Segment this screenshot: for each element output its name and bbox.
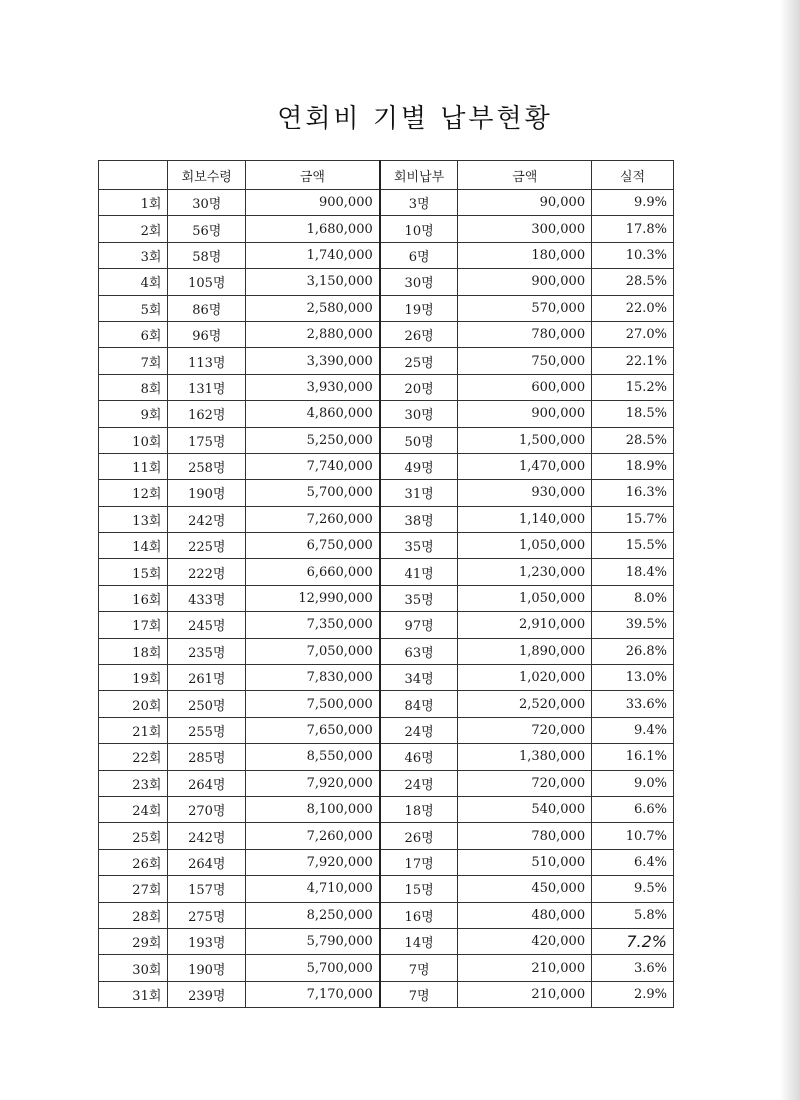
document-title: 연회비 기별 납부현황 (277, 104, 553, 134)
cell-round: 9회 (99, 401, 168, 427)
cell-round: 29회 (99, 928, 168, 954)
cell-subscribers: 222명 (168, 559, 246, 585)
header-paid-members: 회비납부 (380, 161, 458, 190)
cell-amount: 5,790,000 (246, 928, 380, 954)
cell-paid-amount: 300,000 (458, 216, 592, 242)
cell-subscribers: 264명 (168, 849, 246, 875)
cell-amount: 7,830,000 (246, 665, 380, 691)
cell-round: 14회 (99, 533, 168, 559)
cell-amount: 4,710,000 (246, 876, 380, 902)
table-row (99, 242, 674, 268)
cell-performance: 10.7% (592, 823, 674, 849)
cell-paid-members: 24명 (380, 717, 458, 743)
cell-amount: 7,260,000 (246, 506, 380, 532)
table-row (99, 321, 674, 347)
cell-amount: 12,990,000 (246, 585, 380, 611)
cell-round: 30회 (99, 955, 168, 981)
cell-subscribers: 433명 (168, 585, 246, 611)
cell-paid-members: 50명 (380, 427, 458, 453)
cell-paid-amount: 1,890,000 (458, 638, 592, 664)
table-row (99, 981, 674, 1007)
table-row (99, 533, 674, 559)
cell-amount: 1,680,000 (246, 216, 380, 242)
table-row (99, 717, 674, 743)
cell-subscribers: 96명 (168, 321, 246, 347)
cell-amount: 7,050,000 (246, 638, 380, 664)
cell-subscribers: 270명 (168, 796, 246, 822)
cell-paid-amount: 720,000 (458, 717, 592, 743)
cell-performance: 15.7% (592, 506, 674, 532)
table-row (99, 401, 674, 427)
table-row (99, 480, 674, 506)
cell-round: 18회 (99, 638, 168, 664)
cell-paid-members: 34명 (380, 665, 458, 691)
cell-paid-amount: 1,020,000 (458, 665, 592, 691)
cell-performance: 5.8% (592, 902, 674, 928)
cell-paid-members: 25명 (380, 348, 458, 374)
cell-round: 8회 (99, 374, 168, 400)
table-body (99, 190, 674, 1008)
cell-paid-amount: 540,000 (458, 796, 592, 822)
cell-paid-amount: 600,000 (458, 374, 592, 400)
cell-amount: 3,390,000 (246, 348, 380, 374)
cell-paid-members: 16명 (380, 902, 458, 928)
header-performance: 실적 (592, 161, 674, 190)
cell-paid-amount: 480,000 (458, 902, 592, 928)
cell-round: 24회 (99, 796, 168, 822)
cell-amount: 7,170,000 (246, 981, 380, 1007)
cell-paid-members: 26명 (380, 321, 458, 347)
table-row (99, 585, 674, 611)
cell-paid-members: 31명 (380, 480, 458, 506)
cell-paid-amount: 2,910,000 (458, 612, 592, 638)
cell-subscribers: 242명 (168, 506, 246, 532)
cell-subscribers: 175명 (168, 427, 246, 453)
cell-paid-members: 7명 (380, 955, 458, 981)
cell-subscribers: 250명 (168, 691, 246, 717)
cell-paid-members: 97명 (380, 612, 458, 638)
cell-paid-amount: 1,140,000 (458, 506, 592, 532)
cell-subscribers: 239명 (168, 981, 246, 1007)
cell-performance: 18.4% (592, 559, 674, 585)
table-row (99, 348, 674, 374)
cell-subscribers: 193명 (168, 928, 246, 954)
cell-paid-amount: 210,000 (458, 955, 592, 981)
cell-amount: 7,650,000 (246, 717, 380, 743)
table-row (99, 559, 674, 585)
cell-performance: 18.5% (592, 401, 674, 427)
cell-paid-members: 84명 (380, 691, 458, 717)
cell-performance: 8.0% (592, 585, 674, 611)
cell-paid-members: 46명 (380, 744, 458, 770)
cell-subscribers: 30명 (168, 190, 246, 216)
cell-subscribers: 56명 (168, 216, 246, 242)
cell-paid-members: 3명 (380, 190, 458, 216)
cell-paid-members: 15명 (380, 876, 458, 902)
cell-subscribers: 113명 (168, 348, 246, 374)
cell-paid-amount: 1,050,000 (458, 585, 592, 611)
table-row (99, 506, 674, 532)
table-row (99, 269, 674, 295)
header-round (99, 161, 168, 190)
cell-paid-amount: 420,000 (458, 928, 592, 954)
cell-amount: 5,250,000 (246, 427, 380, 453)
cell-round: 6회 (99, 321, 168, 347)
cell-paid-members: 38명 (380, 506, 458, 532)
cell-paid-members: 6명 (380, 242, 458, 268)
cell-amount: 5,700,000 (246, 955, 380, 981)
cell-subscribers: 58명 (168, 242, 246, 268)
cell-round: 26회 (99, 849, 168, 875)
cell-amount: 7,920,000 (246, 849, 380, 875)
cell-amount: 8,250,000 (246, 902, 380, 928)
cell-round: 1회 (99, 190, 168, 216)
table-row (99, 427, 674, 453)
cell-amount: 1,740,000 (246, 242, 380, 268)
cell-performance: 6.4% (592, 849, 674, 875)
cell-round: 4회 (99, 269, 168, 295)
cell-paid-members: 26명 (380, 823, 458, 849)
table-row (99, 216, 674, 242)
cell-amount: 8,100,000 (246, 796, 380, 822)
cell-performance: 15.2% (592, 374, 674, 400)
cell-round: 15회 (99, 559, 168, 585)
table-row (99, 902, 674, 928)
cell-paid-members: 24명 (380, 770, 458, 796)
cell-amount: 4,860,000 (246, 401, 380, 427)
cell-paid-members: 17명 (380, 849, 458, 875)
cell-paid-members: 18명 (380, 796, 458, 822)
table-row (99, 453, 674, 479)
cell-paid-amount: 2,520,000 (458, 691, 592, 717)
cell-subscribers: 258명 (168, 453, 246, 479)
cell-round: 3회 (99, 242, 168, 268)
cell-subscribers: 86명 (168, 295, 246, 321)
table-row (99, 295, 674, 321)
cell-round: 13회 (99, 506, 168, 532)
table-row (99, 876, 674, 902)
cell-performance: 16.3% (592, 480, 674, 506)
table-row (99, 612, 674, 638)
cell-subscribers: 242명 (168, 823, 246, 849)
header-paid-amount: 금액 (458, 161, 592, 190)
cell-round: 17회 (99, 612, 168, 638)
cell-paid-amount: 780,000 (458, 823, 592, 849)
cell-amount: 6,750,000 (246, 533, 380, 559)
cell-paid-amount: 1,500,000 (458, 427, 592, 453)
cell-performance: 22.0% (592, 295, 674, 321)
cell-round: 12회 (99, 480, 168, 506)
cell-paid-members: 14명 (380, 928, 458, 954)
cell-performance: 15.5% (592, 533, 674, 559)
cell-round: 20회 (99, 691, 168, 717)
table-row (99, 190, 674, 216)
cell-performance: 33.6% (592, 691, 674, 717)
table-row (99, 665, 674, 691)
cell-paid-amount: 900,000 (458, 401, 592, 427)
cell-amount: 6,660,000 (246, 559, 380, 585)
cell-round: 28회 (99, 902, 168, 928)
cell-amount: 3,930,000 (246, 374, 380, 400)
cell-amount: 3,150,000 (246, 269, 380, 295)
cell-paid-members: 30명 (380, 401, 458, 427)
cell-paid-members: 19명 (380, 295, 458, 321)
cell-round: 23회 (99, 770, 168, 796)
cell-paid-amount: 510,000 (458, 849, 592, 875)
cell-performance: 6.6% (592, 796, 674, 822)
cell-performance: 28.5% (592, 427, 674, 453)
cell-performance: 9.4% (592, 717, 674, 743)
cell-subscribers: 261명 (168, 665, 246, 691)
table-row (99, 744, 674, 770)
table-row (99, 849, 674, 875)
cell-amount: 900,000 (246, 190, 380, 216)
cell-amount: 7,350,000 (246, 612, 380, 638)
cell-round: 16회 (99, 585, 168, 611)
cell-performance: 9.9% (592, 190, 674, 216)
cell-performance: 39.5% (592, 612, 674, 638)
cell-paid-members: 35명 (380, 585, 458, 611)
cell-performance: 22.1% (592, 348, 674, 374)
cell-paid-amount: 930,000 (458, 480, 592, 506)
cell-subscribers: 131명 (168, 374, 246, 400)
cell-paid-amount: 1,470,000 (458, 453, 592, 479)
cell-performance: 2.9% (592, 981, 674, 1007)
cell-performance: 18.9% (592, 453, 674, 479)
cell-amount: 7,500,000 (246, 691, 380, 717)
cell-paid-members: 20명 (380, 374, 458, 400)
cell-paid-members: 35명 (380, 533, 458, 559)
cell-performance: 26.8% (592, 638, 674, 664)
cell-paid-amount: 1,380,000 (458, 744, 592, 770)
cell-round: 27회 (99, 876, 168, 902)
cell-paid-amount: 570,000 (458, 295, 592, 321)
cell-paid-amount: 1,050,000 (458, 533, 592, 559)
cell-subscribers: 225명 (168, 533, 246, 559)
cell-subscribers: 275명 (168, 902, 246, 928)
cell-performance: 28.5% (592, 269, 674, 295)
cell-round: 31회 (99, 981, 168, 1007)
cell-round: 19회 (99, 665, 168, 691)
cell-round: 22회 (99, 744, 168, 770)
cell-subscribers: 245명 (168, 612, 246, 638)
cell-round: 11회 (99, 453, 168, 479)
cell-round: 25회 (99, 823, 168, 849)
cell-performance: 13.0% (592, 665, 674, 691)
cell-paid-amount: 720,000 (458, 770, 592, 796)
cell-amount: 8,550,000 (246, 744, 380, 770)
cell-paid-amount: 780,000 (458, 321, 592, 347)
table-header-row (99, 161, 674, 190)
cell-paid-members: 30명 (380, 269, 458, 295)
table-row (99, 823, 674, 849)
cell-amount: 7,920,000 (246, 770, 380, 796)
cell-paid-amount: 210,000 (458, 981, 592, 1007)
cell-performance: 16.1% (592, 744, 674, 770)
cell-paid-amount: 900,000 (458, 269, 592, 295)
table-row (99, 691, 674, 717)
cell-round: 2회 (99, 216, 168, 242)
cell-paid-members: 10명 (380, 216, 458, 242)
cell-subscribers: 235명 (168, 638, 246, 664)
cell-paid-amount: 90,000 (458, 190, 592, 216)
cell-performance: 10.3% (592, 242, 674, 268)
cell-subscribers: 162명 (168, 401, 246, 427)
cell-amount: 2,880,000 (246, 321, 380, 347)
cell-subscribers: 190명 (168, 955, 246, 981)
table-row (99, 770, 674, 796)
cell-round: 5회 (99, 295, 168, 321)
cell-subscribers: 157명 (168, 876, 246, 902)
cell-subscribers: 190명 (168, 480, 246, 506)
cell-round: 10회 (99, 427, 168, 453)
cell-paid-amount: 450,000 (458, 876, 592, 902)
cell-subscribers: 105명 (168, 269, 246, 295)
cell-performance: 27.0% (592, 321, 674, 347)
scan-shadow-edge (780, 0, 800, 1100)
cell-paid-members: 49명 (380, 453, 458, 479)
cell-paid-members: 41명 (380, 559, 458, 585)
table-row (99, 955, 674, 981)
cell-amount: 7,260,000 (246, 823, 380, 849)
cell-paid-amount: 750,000 (458, 348, 592, 374)
cell-paid-members: 7명 (380, 981, 458, 1007)
cell-performance: 17.8% (592, 216, 674, 242)
cell-amount: 7,740,000 (246, 453, 380, 479)
cell-amount: 5,700,000 (246, 480, 380, 506)
cell-round: 21회 (99, 717, 168, 743)
table-row (99, 638, 674, 664)
cell-subscribers: 264명 (168, 770, 246, 796)
cell-paid-members: 63명 (380, 638, 458, 664)
table-row (99, 928, 674, 954)
header-amount: 금액 (246, 161, 380, 190)
cell-performance: 3.6% (592, 955, 674, 981)
cell-amount: 2,580,000 (246, 295, 380, 321)
table-row (99, 796, 674, 822)
cell-subscribers: 255명 (168, 717, 246, 743)
cell-performance: 9.0% (592, 770, 674, 796)
cell-round: 7회 (99, 348, 168, 374)
cell-performance: 7.2% (592, 928, 674, 954)
cell-performance: 9.5% (592, 876, 674, 902)
fee-payment-table (98, 160, 674, 1008)
cell-subscribers: 285명 (168, 744, 246, 770)
cell-paid-amount: 180,000 (458, 242, 592, 268)
header-subscribers: 회보수령 (168, 161, 246, 190)
cell-paid-amount: 1,230,000 (458, 559, 592, 585)
table-row (99, 374, 674, 400)
